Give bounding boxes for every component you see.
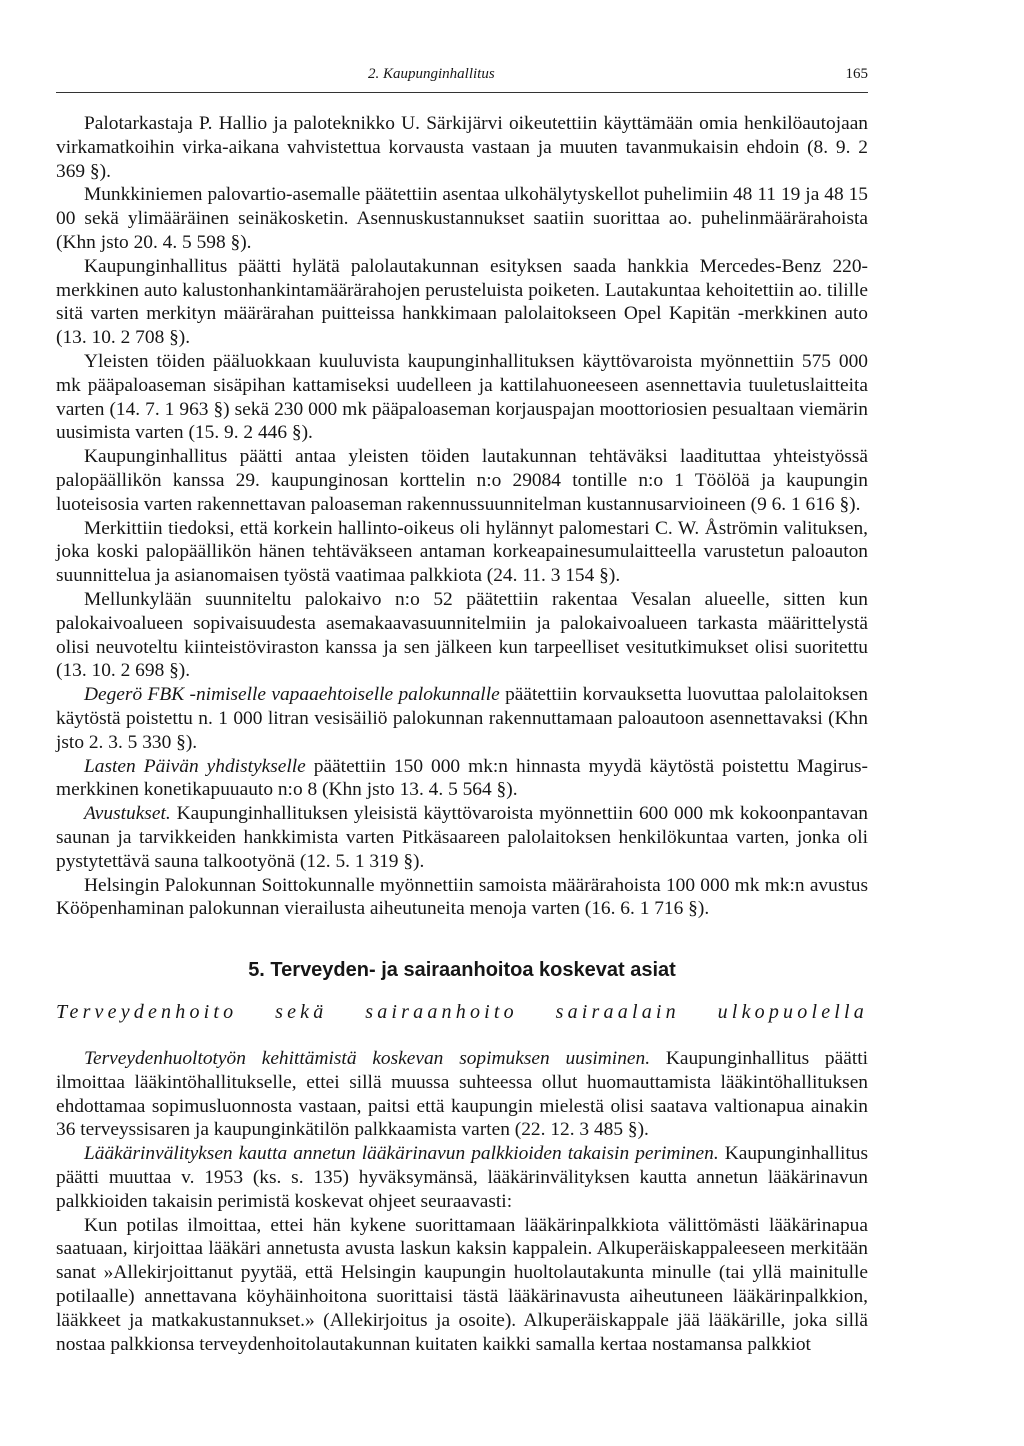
paragraph: Munkkiniemen palovartio-asemalle päätettiin asentaa ulkohälytyskellot puhelimiin 48 11 19 ja 48 15 00 sekä ylimääräinen seinäkosketin. Asennuskustannukset saatiin suorittaa ao. puhelinmäärärahoista (Khn jsto 20. 4. 5 598 §).	[56, 184, 868, 253]
paragraph: Palotarkastaja P. Hallio ja paloteknikko U. Särkijärvi oikeutettiin käyttämään omia henkilöautojaan virkamatkoihin virka-aikana vahvistettua korvausta vastaan ja muuten tavanmukaisin ehdoin (8. 9. 2 369 §).	[56, 113, 868, 182]
paragraph: Helsingin Palokunnan Soittokunnalle myönnettiin samoista määrärahoista 100 000 mk mk:n avustus Kööpenhaminan palokunnan vierailusta aiheutuneita menoja varten (16. 6. 1 716 §).	[56, 874, 868, 920]
paragraph-text: Kaupunginhallitus päätti muuttaa v. 1953 (ks. s. 135) hyväksymänsä, lääkärinvälityksen kautta annetun lääkärinavun palkkioiden takaisin perimistä koskevat ohjeet seuraavasti:	[56, 1143, 868, 1212]
paragraph	[56, 683, 868, 754]
page-body	[56, 112, 868, 1356]
paragraph: Kaupunginhallitus päätti hylätä palolautakunnan esityksen saada hankkia Mercedes-Benz 220-merkkinen auto kalustonhankintamäärärahojen perusteluista poiketen. Lautakuntaa kehoitettiin ao. tilille sitä varten merkityn määrärahan puitteissa hankkimaan palolaitokseen Opel Kapitän -merkkinen auto (13. 10. 2 708 §).	[56, 255, 868, 349]
paragraph-text: päätettiin 150 000 mk:n hinnasta myydä käytöstä poistettu Magirus-merkkinen konetikapuuauto n:o 8 (Khn jsto 13. 4. 5 564 §).	[56, 755, 868, 801]
paragraph-text: Kaupunginhallituksen yleisistä käyttövaroista myönnettiin 600 000 mk kokoonpantavan saunan ja tarvikkeiden hankkimista varten Pitkäsaareen palolaitoksen henkilökuntaa varten, jonka oli pystytettävä sauna talkootyönä (12. 5. 1 319 §).	[56, 803, 868, 872]
paragraph: Kun potilas ilmoittaa, ettei hän kykene suorittamaan lääkärinpalkkiota välittömästi lääkärinapua saatuaan, kirjoittaa lääkäri annetusta avusta laskun kaksin kappalein. Alkuperäiskappaleeseen merkitään sanat »Allekirjoittanut pyytää, että Helsingin kaupungin huoltolautakunta minulle (tai yllä mainitulle potilaalle) annettavana köyhäinhoitona suorittaisi tästä lääkärinavusta aiheutuneen lääkärinpalkkion, lääkkeet ja matkakustannukset.» (Allekirjoitus ja osoite). Alkuperäiskappale jää lääkärille, joka sillä nostaa palkkionsa terveydenhoitolautakunnan kuitaten kaikki samalla kertaa nostamansa palkkiot	[56, 1214, 868, 1355]
paragraph: Mellunkylään suunniteltu palokaivo n:o 52 päätettiin rakentaa Vesalan alueelle, sitten kun palokaivoalueen sopivaisuudesta asemakaavasuunnitelmiin ja palokaivoalueen tarkasta määrittelystä olisi neuvoteltu kiinteistöviraston kanssa ja sen jälkeen kun tarpeelliset vesitutkimukset olisi suoritettu (13. 10. 2 698 §).	[56, 588, 868, 682]
paragraph	[56, 1142, 868, 1213]
paragraph	[56, 1047, 868, 1142]
italic-lead: Lääkärinvälityksen kautta annetun lääkärinavun palkkioiden takaisin periminen.	[84, 1143, 719, 1165]
page-number: 165	[845, 66, 868, 82]
italic-lead: Lasten Päivän yhdistykselle	[84, 755, 306, 777]
paragraph	[56, 802, 868, 873]
header-title: 2. Kaupunginhallitus	[368, 66, 495, 82]
header-rule	[56, 92, 868, 93]
italic-lead: Degerö FBK -nimiselle vapaaehtoiselle palokunnalle	[84, 684, 500, 706]
paragraph-text: Kaupunginhallitus päätti ilmoittaa lääkintöhallitukselle, ettei sillä muussa suhteessa ollut huomauttamista lääkintöhallituksen ehdottamaa sopimusluonnosta vastaan, paitsi että kaupungin mielestä olisi saatava valtionapua ainakin 36 terveyssisaren ja kaupunginkätilön palkkaamista varten (22. 12. 3 485 §).	[56, 1048, 869, 1141]
paragraph-text: päätettiin korvauksetta luovuttaa palolaitoksen käytöstä poistettu n. 1 000 litran vesisäiliö palokunnan rakennuttamaan paloautoon asennettavaksi (Khn jsto 2. 3. 5 330 §).	[56, 684, 868, 753]
section-heading: 5. Terveyden- ja sairaanhoitoa koskevat asiat	[248, 959, 676, 982]
paragraph: Kaupunginhallitus päätti antaa yleisten töiden lautakunnan tehtäväksi laadituttaa yhteistyössä palopäällikön kanssa 29. kaupunginosan korttelin n:o 29084 tontille n:o 1 Töölöä ja kaupungin luoteisosia varten rakennettavan paloaseman rakennussuunnitelman kustannusarvioineen (9 6. 1 616 §).	[56, 446, 868, 515]
running-header	[56, 66, 868, 90]
paragraph	[56, 755, 868, 803]
section-subheading: Terveydenhoito sekä sairaanhoito sairaalain ulkopuolella	[56, 1001, 868, 1024]
italic-lead: Terveydenhuoltotyön kehittämistä koskevan sopimuksen uusiminen.	[84, 1048, 651, 1070]
paragraph: Yleisten töiden pääluokkaan kuuluvista kaupunginhallituksen käyttövaroista myönnettiin 575 000 mk pääpaloaseman sisäpihan kattamiseksi uudelleen ja kattilahuoneeseen asennettavia tuuletuslaitteita varten (14. 7. 1 963 §) sekä 230 000 mk pääpaloaseman korjauspajan moottoriosien pesualtaan viemärin uusimista varten (15. 9. 2 446 §).	[56, 350, 868, 444]
paragraph: Merkittiin tiedoksi, että korkein hallinto-oikeus oli hylännyt palomestari C. W. Åströmin valituksen, joka koski palopäällikön hänen tehtäväkseen antaman korkeapainesumulaitteella varustetun paloauton suunnittelua ja asianomaisen työstä vaatimaa palkkiota (24. 11. 3 154 §).	[56, 517, 868, 587]
italic-lead: Avustukset.	[84, 803, 171, 825]
